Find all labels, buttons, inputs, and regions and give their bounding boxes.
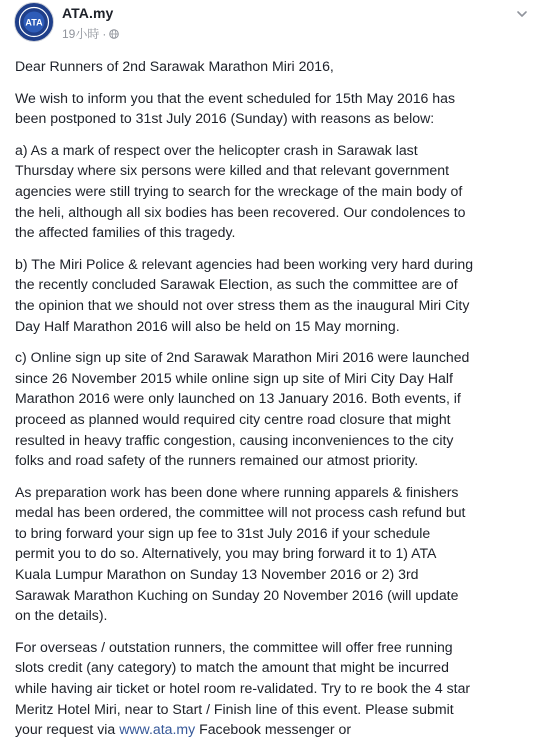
post-paragraph <box>15 140 527 243</box>
post-body <box>15 56 527 751</box>
text-line: Dear Runners of 2nd Sarawak Marathon Miri 2016, <box>15 58 334 74</box>
post-paragraph <box>15 254 527 336</box>
text-line: Marathon 2016 were only launched on 13 January 2016. Both events, if <box>15 390 461 407</box>
text-line: As preparation work has been done where running apparels & finishers <box>15 483 459 500</box>
text-line: the opinion that we should not over stress them as the inaugural Miri City <box>15 296 470 313</box>
text-line: been postponed to 31st July 2016 (Sunday) with reasons as below: <box>15 110 435 127</box>
text-line: the recently concluded Sarawak Election, as such the committee are of <box>15 276 458 293</box>
chevron-down-icon[interactable] <box>512 4 532 24</box>
text-line: Day Half Marathon 2016 will also be held on 15 May morning. <box>15 317 400 334</box>
post-paragraph <box>15 637 527 740</box>
text-line: resulted in heavy traffic congestion, causing inconveniences to the city <box>15 431 454 448</box>
text-line: folks and road safety of the runners remained our atmost priority. <box>15 452 419 469</box>
text-line: For overseas / outstation runners, the committee will offer free running <box>15 638 453 655</box>
post-paragraph <box>15 88 527 129</box>
page-name-link[interactable]: ATA.my <box>62 5 114 21</box>
text-line: since 26 November 2015 while online sign up site of Miri City Day Half <box>15 369 453 386</box>
text-line: to bring forward your sign up fee to 31st July 2016 if your schedule <box>15 524 431 541</box>
text-line: Meritz Hotel Miri, near to Start / Finish line of this event. Please submit <box>15 700 454 717</box>
text-line: slots credit (any category) to match the amount that might be incurred <box>15 659 449 676</box>
post-header <box>14 2 534 42</box>
text-line: a) As a mark of respect over the helicopter crash in Sarawak last <box>15 141 418 158</box>
text-line: Kuala Lumpur Marathon on Sunday 13 November 2016 or 2) 3rd <box>15 566 419 583</box>
post-paragraph <box>15 56 527 77</box>
post-meta <box>62 25 119 42</box>
text-line: medal has been ordered, the committee will not process cash refund but <box>15 504 466 521</box>
post-paragraph <box>15 482 527 626</box>
post-timestamp[interactable]: 19小時 <box>62 27 100 41</box>
ata-logo-icon <box>15 3 53 41</box>
text-line: agencies were still trying to search for the wreckage of the main body of <box>15 182 463 199</box>
text-line: the heli, although all six bodies has been recovered. Our condolences to <box>15 203 466 220</box>
globe-icon[interactable] <box>109 29 119 39</box>
text-after-link: Facebook messenger or <box>195 721 352 738</box>
text-line: the affected families of this tragedy. <box>15 224 236 241</box>
text-line-with-link <box>15 719 527 740</box>
text-line: We wish to inform you that the event scheduled for 15th May 2016 has <box>15 89 456 106</box>
text-line: while having air ticket or hotel room re-validated. Try to re book the 4 star <box>15 680 471 697</box>
website-link[interactable]: www.ata.my <box>119 721 196 738</box>
avatar-logo-text: ATA <box>25 17 43 28</box>
text-line: Thursday where six persons were killed and that relevant government <box>15 162 449 179</box>
text-line: proceed as planned would required city centre road closure that might <box>15 410 451 427</box>
text-line: Sarawak Marathon Kuching on Sunday 20 November 2016 (will update <box>15 586 459 603</box>
text-line: on the details). <box>15 607 108 624</box>
post-paragraph <box>15 347 527 471</box>
meta-separator: · <box>102 27 107 41</box>
text-line: b) The Miri Police & relevant agencies had been working very hard during <box>15 255 474 272</box>
text-line: permit you to do so. Alternatively, you may bring forward it to 1) ATA <box>15 545 437 562</box>
text-line: c) Online sign up site of 2nd Sarawak Marathon Miri 2016 were launched <box>15 349 470 366</box>
page-avatar[interactable] <box>14 2 54 42</box>
text-before-link: your request via <box>15 721 120 738</box>
